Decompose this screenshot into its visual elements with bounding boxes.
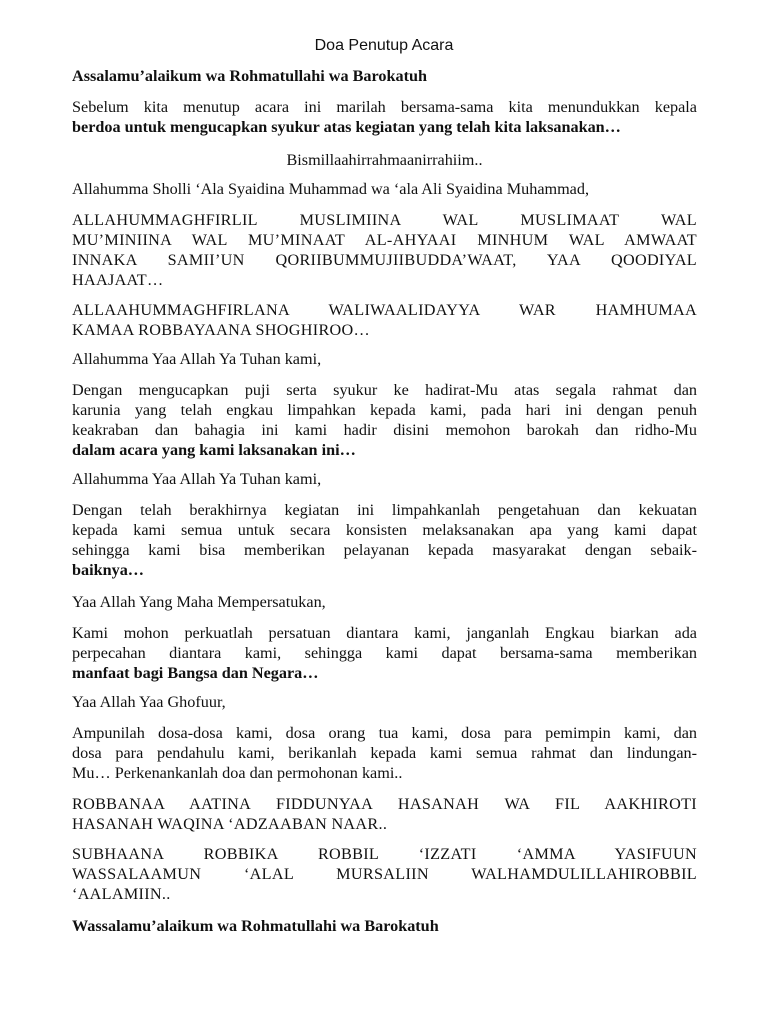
basmalah: Bismillaahirrahmaanirrahiim..	[286, 151, 483, 169]
ilmu-line-2: kepada kami semua untuk secara konsisten melaksanakan apa yang kami dapat	[72, 521, 697, 539]
ampunan-paragraph	[72, 723, 697, 783]
doa-muslimin-line-3: INNAKA SAMII’UN QORIIBUMMUJIIBUDDA’WAAT, YAA QOODIYAL	[72, 251, 697, 269]
ilmu-line-1: Dengan telah berakhirnya kegiatan ini limpahkanlah pengetahuan dan kekuatan	[72, 501, 697, 519]
intro-line-2: berdoa untuk mengucapkan syukur atas kegiatan yang telah kita laksanakan…	[72, 118, 621, 136]
closing-greeting: Wassalamu’alaikum wa Rohmatullahi wa Barokatuh	[72, 917, 439, 935]
intro-line-1: Sebelum kita menutup acara ini marilah bersama-sama kita menundukkan kepala	[72, 98, 697, 116]
robbana-line-1: ROBBANAA AATINA FIDDUNYAA HASANAH WA FIL AAKHIROTI	[72, 795, 697, 813]
opening-greeting: Assalamu’alaikum wa Rohmatullahi wa Barokatuh	[72, 67, 427, 85]
intro-paragraph	[72, 97, 697, 137]
closing-prayer-paragraph	[72, 844, 697, 904]
syukur-line-3: keakraban dan bahagia ini kami hadir disini memohon barokah dan ridho-Mu	[72, 421, 697, 439]
ampunan-line-3: Mu… Perkenankanlah doa dan permohonan kami..	[72, 764, 403, 782]
doa-muslimin-paragraph	[72, 210, 697, 290]
doa-orangtua-line-1: ALLAAHUMMAGHFIRLANA WALIWAALIDAYYA WAR HAMHUMAA	[72, 301, 697, 319]
doa-muslimin-line-2: MU’MINIINA WAL MU’MINAAT AL-AHYAAI MINHUM WAL AMWAAT	[72, 231, 697, 249]
invocation-1: Allahumma Yaa Allah Ya Tuhan kami,	[72, 350, 322, 368]
invocation-4: Yaa Allah Yaa Ghofuur,	[72, 693, 226, 711]
persatuan-line-3: manfaat bagi Bangsa dan Negara…	[72, 664, 319, 682]
closing-prayer-line-1: SUBHAANA ROBBIKA ROBBIL ‘IZZATI ‘AMMA YASIFUUN	[72, 845, 697, 863]
invocation-3: Yaa Allah Yang Maha Mempersatukan,	[72, 593, 326, 611]
doa-orangtua-paragraph	[72, 300, 697, 340]
robbana-paragraph	[72, 794, 697, 834]
persatuan-line-1: Kami mohon perkuatlah persatuan diantara kami, janganlah Engkau biarkan ada	[72, 624, 697, 642]
robbana-line-2: HASANAH WAQINA ‘ADZAABAN NAAR..	[72, 815, 388, 833]
sholawat: Allahumma Sholli ‘Ala Syaidina Muhammad wa ‘ala Ali Syaidina Muhammad,	[72, 180, 590, 198]
closing-prayer-line-2: WASSALAAMUN ‘ALAL MURSALIIN WALHAMDULILLAHIROBBIL	[72, 865, 697, 883]
ampunan-line-1: Ampunilah dosa-dosa kami, dosa orang tua kami, dosa para pemimpin kami, dan	[72, 724, 697, 742]
persatuan-paragraph	[72, 623, 697, 683]
document-title: Doa Penutup Acara	[314, 37, 454, 54]
doa-orangtua-line-2: KAMAA ROBBAYAANA SHOGHIROO…	[72, 321, 371, 339]
ilmu-line-3: sehingga kami bisa memberikan pelayanan kepada masyarakat dengan sebaik-	[72, 541, 697, 559]
ampunan-line-2: dosa para pendahulu kami, berikanlah kepada kami semua rahmat dan lindungan-	[72, 744, 697, 762]
closing-prayer-line-3: ‘AALAMIIN..	[72, 885, 171, 903]
persatuan-line-2: perpecahan diantara kami, sehingga kami dapat bersama-sama memberikan	[72, 644, 697, 662]
doa-muslimin-line-1: ALLAHUMMAGHFIRLIL MUSLIMIINA WAL MUSLIMAAT WAL	[72, 211, 697, 229]
ilmu-line-4: baiknya…	[72, 561, 144, 579]
syukur-line-2: karunia yang telah engkau limpahkan kepada kami, pada hari ini dengan penuh	[72, 401, 697, 419]
ilmu-paragraph	[72, 500, 697, 580]
invocation-2: Allahumma Yaa Allah Ya Tuhan kami,	[72, 470, 322, 488]
syukur-paragraph	[72, 380, 697, 460]
syukur-line-1: Dengan mengucapkan puji serta syukur ke hadirat-Mu atas segala rahmat dan	[72, 381, 697, 399]
syukur-line-4: dalam acara yang kami laksanakan ini…	[72, 441, 356, 459]
doa-muslimin-line-4: HAAJAAT…	[72, 271, 164, 289]
